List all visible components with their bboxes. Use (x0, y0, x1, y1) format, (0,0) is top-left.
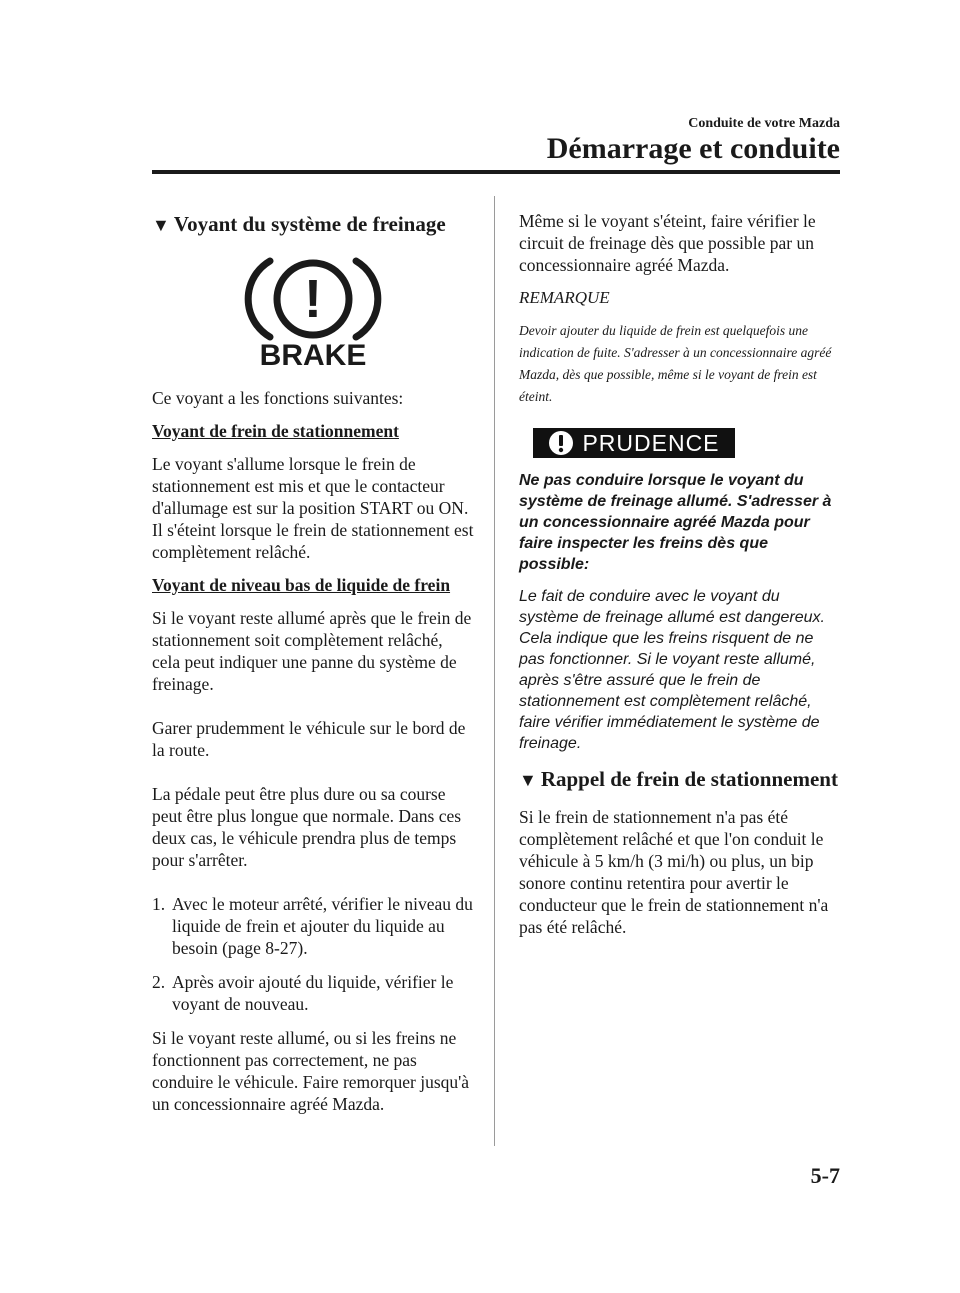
section-title: Démarrage et conduite (546, 132, 840, 165)
low-fluid-subheading: Voyant de niveau bas de liquide de frein (152, 575, 451, 595)
low-fluid-text: Si le voyant reste allumé après que le frein de stationnement soit complètement relâché, cela peut indiquer une panne du système de freinage. (152, 608, 472, 694)
note-title: REMARQUE (519, 288, 610, 307)
right-column (519, 210, 841, 949)
pedal-text: La pédale peut être plus dure ou sa course peut être plus longue que normale. Dans ces deux cas, le véhicule prendra plus de temps pour s'arrêter. (152, 784, 462, 870)
note-text: Devoir ajouter du liquide de frein est quelquefois une indication de fuite. S'adresser à un concessionnaire agréé Mazda, dès que possible, même si le voyant de frein est éteint. (519, 323, 832, 404)
list-item: 1. Avec le moteur arrêté, vérifier le niveau du liquide de frein et ajouter du liquide au besoin (page 8-27). (152, 894, 473, 958)
brake-warning-icon (152, 249, 474, 369)
chapter-title: Conduite de votre Mazda (688, 116, 840, 131)
intro-text: Ce voyant a les fonctions suivantes: (152, 388, 404, 408)
list-item: 2. Après avoir ajouté du liquide, vérifier le voyant de nouveau. (152, 972, 454, 1014)
steps-list (152, 893, 474, 1015)
final-text: Si le voyant reste allumé, ou si les freins ne fonctionnent pas correctement, ne pas conduire le véhicule. Faire remorquer jusqu'à un concessionnaire agréé Mazda. (152, 1028, 470, 1114)
left-column (152, 210, 474, 1126)
warning-icon (548, 430, 574, 456)
triangle-bullet-icon: ▼ (519, 770, 537, 790)
parking-reminder-text: Si le frein de stationnement n'a pas été complètement relâché et que l'on conduit le véhicule à 5 km/h (3 mi/h) ou plus, un bip sonore continu retentira pour avertir le conducteur que le frein de stationnement n'a pas été relâché. (519, 807, 829, 937)
caution-label: PRUDENCE (582, 430, 720, 456)
parking-brake-text: Le voyant s'allume lorsque le frein de stationnement est mis et que le contacteur d'allumage est sur la position START ou ON. Il s'éteint lorsque le frein de stationnement est complètement relâché. (152, 454, 474, 562)
column-divider (494, 196, 495, 1146)
header-rule (152, 170, 840, 174)
page-number: 5-7 (810, 1163, 840, 1188)
brake-heading: ▼ Voyant du système de freinage (152, 212, 446, 236)
caution-body-text: Le fait de conduire avec le voyant du système de freinage allumé est dangereux. Cela indique que les freins risquent de ne pas fonctionner. Si le voyant reste allumé, après s'être assuré que le frein de stationnement est complètement relâché, faire vérifier immédiatement le système de freinage. (519, 588, 825, 752)
parking-brake-subheading: Voyant de frein de stationnement (152, 421, 399, 441)
park-text: Garer prudemment le véhicule sur le bord de la route. (152, 718, 466, 760)
brake-icon-mark: ! (304, 269, 322, 329)
verify-text: Même si le voyant s'éteint, faire vérifier le circuit de freinage dès que possible par un concessionnaire agréé Mazda. (519, 211, 816, 275)
caution-bold-text: Ne pas conduire lorsque le voyant du système de freinage allumé. S'adresser à un concessionnaire agréé Mazda pour faire inspecter les freins dès que possible: (519, 472, 832, 573)
triangle-bullet-icon: ▼ (152, 215, 170, 235)
brake-icon-text: BRAKE (259, 339, 367, 369)
caution-banner (533, 428, 735, 458)
parking-reminder-heading: ▼ Rappel de frein de stationnement (519, 767, 838, 791)
